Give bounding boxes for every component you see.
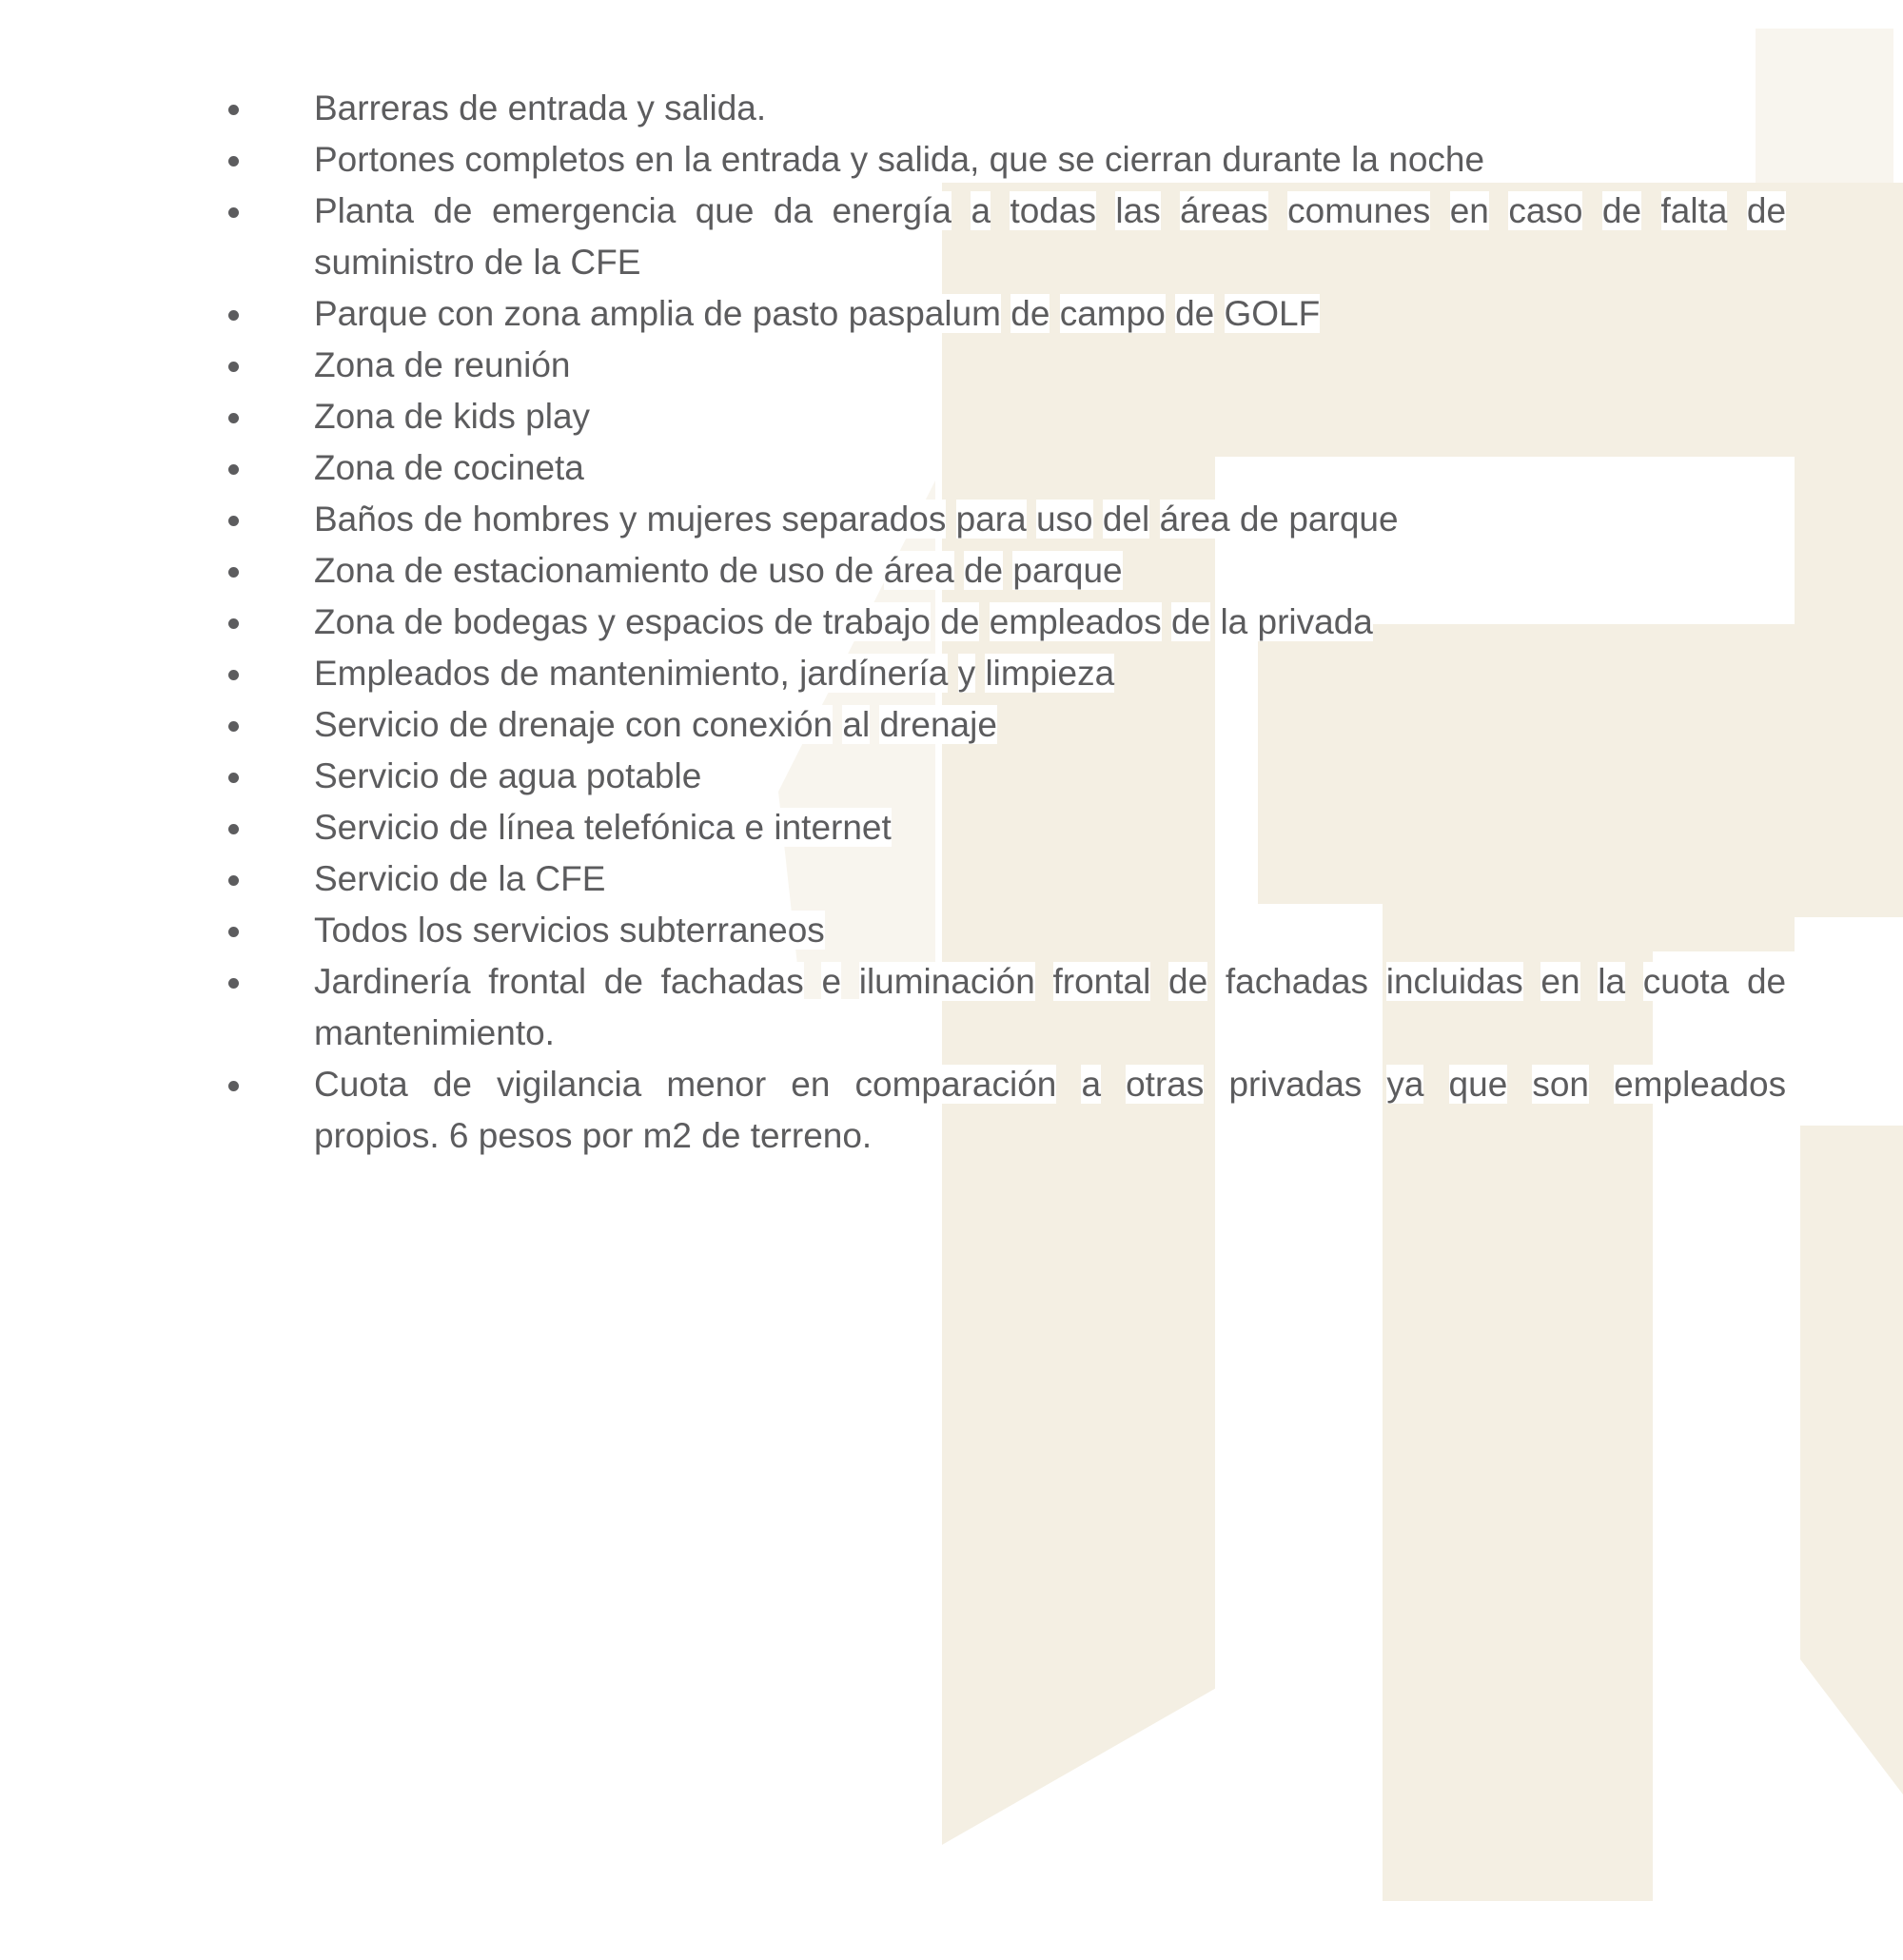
word: son <box>1532 1065 1590 1104</box>
word: propios. <box>314 1116 440 1155</box>
word: y <box>618 500 638 539</box>
bullet-dot-icon <box>228 824 239 834</box>
word: noche <box>1388 140 1485 179</box>
list-item <box>314 391 1786 442</box>
word: internet <box>774 808 892 847</box>
word: kids <box>453 397 516 436</box>
word: que <box>989 140 1049 179</box>
word: empleados <box>1614 1065 1787 1104</box>
word: durante <box>1222 140 1342 179</box>
word: de <box>403 345 443 384</box>
word: de <box>403 602 443 641</box>
word: de <box>448 756 489 795</box>
word: y <box>850 140 869 179</box>
word: cierran <box>1105 140 1213 179</box>
word: Servicio <box>314 705 440 744</box>
watermark-bar-right <box>1800 1126 1903 1794</box>
word: la <box>1598 962 1626 1001</box>
word: GOLF <box>1224 294 1321 333</box>
word: iluminación <box>858 962 1035 1001</box>
word: estacionamiento <box>453 551 710 590</box>
word: entrada <box>720 140 841 179</box>
bullet-dot-icon <box>228 927 239 937</box>
word: que <box>695 191 755 230</box>
word: la <box>1220 602 1248 641</box>
word: comparación <box>854 1065 1057 1104</box>
word: de <box>1175 294 1215 333</box>
word: Todos <box>314 911 408 950</box>
word: de <box>603 962 643 1001</box>
word: y <box>637 88 655 127</box>
word: a <box>971 191 991 230</box>
word: incluidas <box>1385 962 1523 1001</box>
list-item <box>314 494 1786 545</box>
list-item <box>314 648 1786 699</box>
word: los <box>418 911 463 950</box>
word: con <box>437 294 495 333</box>
list-item <box>314 83 1786 134</box>
list-line <box>314 83 1786 134</box>
list-item <box>314 751 1786 802</box>
word: parque <box>1012 551 1123 590</box>
word: paspalum <box>848 294 1001 333</box>
word: Zona <box>314 602 395 641</box>
list-item <box>314 134 1786 186</box>
word: caso <box>1508 191 1583 230</box>
bullet-dot-icon <box>228 464 239 475</box>
word: de <box>1601 191 1642 230</box>
word: amplia <box>590 294 695 333</box>
word: Baños <box>314 500 414 539</box>
word: de <box>701 1116 741 1155</box>
word: privadas <box>1228 1065 1363 1104</box>
bullet-dot-icon <box>228 156 239 167</box>
word: Zona <box>314 448 395 487</box>
word: Zona <box>314 397 395 436</box>
word: Zona <box>314 551 395 590</box>
bullet-dot-icon <box>228 978 239 989</box>
list-line <box>314 597 1786 648</box>
word: de <box>403 551 443 590</box>
word: mantenimiento. <box>314 1013 555 1052</box>
word: fachadas <box>660 962 804 1001</box>
word: CFE <box>535 859 606 898</box>
word: e <box>821 962 842 1001</box>
word: Cuota <box>314 1065 408 1104</box>
word: da <box>773 191 814 230</box>
word: conexión <box>691 705 834 744</box>
list-line <box>314 853 1786 905</box>
word: falta <box>1660 191 1728 230</box>
bullet-list <box>314 83 1786 1162</box>
word: salida. <box>664 88 767 127</box>
word: zona <box>503 294 580 333</box>
word: uso <box>1035 500 1093 539</box>
word: de <box>1239 500 1280 539</box>
word: se <box>1057 140 1095 179</box>
word: la <box>1351 140 1379 179</box>
word: de <box>448 808 489 847</box>
word: de <box>448 859 489 898</box>
word: y <box>957 654 976 693</box>
word: de <box>963 551 1004 590</box>
word: de <box>500 654 540 693</box>
word: línea <box>498 808 575 847</box>
word: bodegas <box>453 602 589 641</box>
word: salida, <box>877 140 980 179</box>
word: y <box>598 602 616 641</box>
list-line <box>314 956 1786 1008</box>
word: de <box>703 294 743 333</box>
word: entrada <box>507 88 628 127</box>
bullet-dot-icon <box>228 362 239 372</box>
word: de <box>433 191 473 230</box>
word: jardínería <box>799 654 949 693</box>
word: Servicio <box>314 808 440 847</box>
word: la <box>683 140 712 179</box>
word: Servicio <box>314 756 440 795</box>
word: Barreras <box>314 88 449 127</box>
bullet-dot-icon <box>228 207 239 218</box>
bullet-dot-icon <box>228 516 239 526</box>
word: de <box>403 448 443 487</box>
bullet-dot-icon <box>228 773 239 783</box>
word: la <box>498 859 526 898</box>
list-line <box>314 1008 1786 1059</box>
word: Servicio <box>314 859 440 898</box>
word: de <box>1168 962 1208 1001</box>
bullet-dot-icon <box>228 875 239 886</box>
word: todas <box>1010 191 1096 230</box>
word: drenaje <box>879 705 997 744</box>
word: de <box>1746 962 1787 1001</box>
word: del <box>1102 500 1150 539</box>
word: servicios <box>472 911 610 950</box>
word: reunión <box>453 345 571 384</box>
bullet-dot-icon <box>228 310 239 321</box>
word: Jardinería <box>314 962 471 1001</box>
word: play <box>525 397 591 436</box>
word: pesos <box>478 1116 573 1155</box>
word: para <box>955 500 1027 539</box>
word: ya <box>1386 1065 1424 1104</box>
word: uso <box>768 551 825 590</box>
word: m2 <box>642 1116 692 1155</box>
word: parque <box>1288 500 1399 539</box>
list-item <box>314 1059 1786 1162</box>
list-item <box>314 597 1786 648</box>
word: que <box>1448 1065 1508 1104</box>
list-line <box>314 442 1786 494</box>
bullet-dot-icon <box>228 567 239 578</box>
word: la <box>533 243 561 282</box>
bullet-dot-icon <box>228 721 239 732</box>
word: CFE <box>570 243 641 282</box>
list-line <box>314 494 1786 545</box>
list-item <box>314 288 1786 340</box>
word: frontal <box>1052 962 1151 1001</box>
word: trabajo <box>822 602 931 641</box>
list-item <box>314 905 1786 956</box>
word: en <box>635 140 675 179</box>
word: de <box>834 551 874 590</box>
word: de <box>774 602 814 641</box>
word: drenaje <box>498 705 616 744</box>
word: áreas <box>1180 191 1268 230</box>
word: al <box>842 705 871 744</box>
list-line <box>314 1110 1786 1162</box>
word: en <box>1540 962 1580 1001</box>
word: de <box>483 243 524 282</box>
list-item <box>314 340 1786 391</box>
word: de <box>1171 602 1211 641</box>
word: área <box>883 551 954 590</box>
word: completos <box>464 140 626 179</box>
word: emergencia <box>491 191 677 230</box>
word: mantenimiento, <box>548 654 790 693</box>
list-item <box>314 802 1786 853</box>
word: Parque <box>314 294 428 333</box>
list-item <box>314 699 1786 751</box>
word: mujeres <box>646 500 773 539</box>
word: subterraneos <box>618 911 825 950</box>
word: de <box>1746 191 1787 230</box>
word: fachadas <box>1225 962 1369 1001</box>
list-line <box>314 391 1786 442</box>
word: Zona <box>314 345 395 384</box>
word: Portones <box>314 140 456 179</box>
word: en <box>1449 191 1489 230</box>
list-line <box>314 905 1786 956</box>
bullet-dot-icon <box>228 1081 239 1091</box>
word: limpieza <box>985 654 1115 693</box>
word: las <box>1115 191 1161 230</box>
word: otras <box>1126 1065 1205 1104</box>
word: hombres <box>472 500 610 539</box>
word: área <box>1159 500 1230 539</box>
list-item <box>314 853 1786 905</box>
word: potable <box>585 756 702 795</box>
word: por <box>581 1116 634 1155</box>
word: Planta <box>314 191 414 230</box>
word: telefónica <box>583 808 736 847</box>
word: de <box>718 551 758 590</box>
word: de <box>423 500 463 539</box>
word: cocineta <box>453 448 584 487</box>
word: cuota <box>1642 962 1730 1001</box>
list-line <box>314 802 1786 853</box>
word: comunes <box>1287 191 1431 230</box>
list-line <box>314 751 1786 802</box>
list-line <box>314 288 1786 340</box>
word: privada <box>1257 602 1373 641</box>
bullet-dot-icon <box>228 105 239 115</box>
word: frontal <box>488 962 587 1001</box>
word: e <box>744 808 765 847</box>
word: 6 <box>448 1116 469 1155</box>
word: suministro <box>314 243 475 282</box>
word: energía <box>832 191 952 230</box>
list-line <box>314 545 1786 597</box>
word: espacios <box>625 602 765 641</box>
word: de <box>448 705 489 744</box>
word: pasto <box>752 294 839 333</box>
word: en <box>791 1065 831 1104</box>
word: con <box>625 705 682 744</box>
list-line <box>314 340 1786 391</box>
word: de <box>403 397 443 436</box>
word: menor <box>666 1065 767 1104</box>
word: campo <box>1059 294 1166 333</box>
word: a <box>1081 1065 1102 1104</box>
word: de <box>432 1065 472 1104</box>
word: agua <box>498 756 577 795</box>
list-line <box>314 1059 1786 1110</box>
word: Empleados <box>314 654 491 693</box>
word: de <box>1010 294 1050 333</box>
word: de <box>940 602 980 641</box>
bullet-dot-icon <box>228 413 239 423</box>
list-item <box>314 186 1786 288</box>
list-line <box>314 134 1786 186</box>
word: terreno. <box>750 1116 873 1155</box>
watermark-right-extension <box>1795 457 1903 917</box>
word: separados <box>781 500 947 539</box>
list-item <box>314 956 1786 1059</box>
bullet-dot-icon <box>228 670 239 680</box>
list-item <box>314 442 1786 494</box>
word: vigilancia <box>497 1065 642 1104</box>
list-line <box>314 237 1786 288</box>
list-line <box>314 186 1786 237</box>
list-line <box>314 648 1786 699</box>
word: empleados <box>989 602 1162 641</box>
bullet-dot-icon <box>228 618 239 629</box>
list-line <box>314 699 1786 751</box>
list-item <box>314 545 1786 597</box>
word: de <box>459 88 499 127</box>
